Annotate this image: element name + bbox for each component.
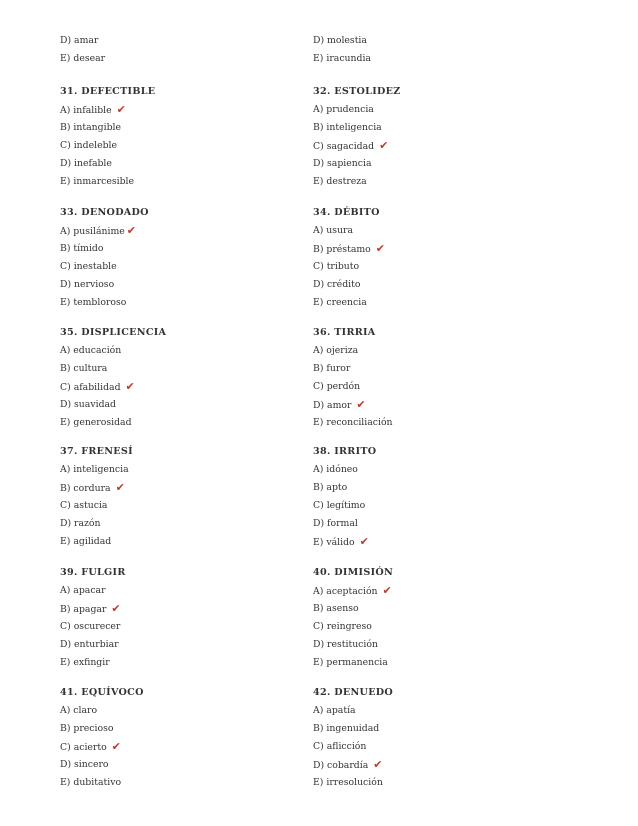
option-line [313, 414, 393, 432]
option-text: A) ojeriza [313, 345, 359, 356]
option-text: C) acierto [60, 742, 107, 753]
option-text: C) astucia [60, 500, 108, 511]
option-text: D) suavidad [60, 399, 117, 410]
check-icon: ✔ [125, 380, 135, 393]
option-text: C) sagacidad [313, 141, 375, 152]
check-icon: ✔ [359, 535, 369, 548]
option-text: C) inestable [60, 261, 117, 272]
option-text: D) cobardía [313, 760, 369, 771]
option-line: D) molestia [313, 35, 367, 46]
option-line [313, 479, 376, 497]
option-text: B) asenso [313, 603, 359, 614]
option-line [313, 137, 401, 155]
question-title: 33. DENODADO [60, 207, 149, 218]
carry-block [313, 32, 371, 68]
option-line [60, 378, 166, 396]
check-icon: ✔ [375, 242, 385, 255]
check-icon: ✔ [126, 224, 136, 237]
question-title: 31. DEFECTIBLE [60, 86, 156, 97]
option-text: B) cordura [60, 483, 111, 494]
option-text: D) enturbiar [60, 639, 119, 650]
option-line [313, 101, 401, 119]
question-block [60, 564, 126, 672]
option-line [313, 360, 393, 378]
option-line [313, 756, 393, 774]
option-line: E) iracundia [313, 53, 371, 64]
option-text: E) generosidad [60, 417, 132, 428]
question-block [313, 684, 393, 792]
option-line [60, 720, 144, 738]
option-text: C) perdón [313, 381, 361, 392]
option-text: A) idóneo [313, 464, 358, 475]
option-line [60, 515, 133, 533]
option-text: B) préstamo [313, 244, 371, 255]
option-line [313, 636, 393, 654]
option-line [313, 702, 393, 720]
option-line [313, 738, 393, 756]
option-line [60, 294, 149, 312]
option-text: A) pusilánime [60, 226, 125, 237]
option-text: D) inefable [60, 158, 112, 169]
check-icon: ✔ [115, 481, 125, 494]
question-title: 32. ESTOLIDEZ [313, 86, 401, 97]
question-block [60, 684, 144, 792]
option-text: D) restitución [313, 639, 378, 650]
option-text: A) usura [313, 225, 354, 236]
option-line [60, 276, 149, 294]
question-block [313, 564, 393, 672]
question-title: 40. DIMISIÓN [313, 567, 394, 578]
option-line [60, 360, 166, 378]
question-title: 36. TIRRIA [313, 327, 376, 338]
option-line [60, 137, 155, 155]
option-text: B) ingenuidad [313, 723, 380, 734]
option-line [313, 378, 393, 396]
question-block [313, 443, 376, 551]
option-text: E) creencia [313, 297, 367, 308]
option-text: D) sapiencia [313, 158, 372, 169]
check-icon: ✔ [116, 103, 126, 116]
option-text: B) inteligencia [313, 122, 382, 133]
option-line [313, 533, 376, 551]
check-icon: ✔ [379, 139, 389, 152]
option-line [60, 582, 126, 600]
option-line [60, 738, 144, 756]
option-text: B) apto [313, 482, 348, 493]
option-line [60, 636, 126, 654]
option-text: D) formal [313, 518, 358, 529]
option-text: C) oscurecer [60, 621, 121, 632]
option-text: C) tributo [313, 261, 360, 272]
option-text: E) tembloroso [60, 297, 127, 308]
option-line [313, 155, 401, 173]
option-text: A) claro [60, 705, 98, 716]
option-line [313, 618, 393, 636]
option-line [313, 497, 376, 515]
option-text: E) permanencia [313, 657, 388, 668]
option-line [60, 101, 155, 119]
option-line [313, 342, 393, 360]
option-text: B) intangible [60, 122, 121, 133]
option-line [60, 533, 133, 551]
option-text: B) tímido [60, 243, 104, 254]
option-line [60, 173, 155, 191]
question-block [60, 443, 133, 551]
option-line [60, 756, 144, 774]
option-line [60, 396, 166, 414]
option-line [60, 258, 149, 276]
question-block [60, 204, 149, 312]
option-text: E) exfingir [60, 657, 110, 668]
option-line [60, 702, 144, 720]
option-line [313, 582, 393, 600]
option-line [313, 461, 376, 479]
option-text: A) infalible [60, 105, 112, 116]
option-line [313, 774, 393, 792]
option-text: C) reingreso [313, 621, 372, 632]
option-text: C) indeleble [60, 140, 118, 151]
option-text: E) destreza [313, 176, 367, 187]
question-block [60, 324, 166, 432]
carry-block [60, 32, 105, 68]
option-line [313, 258, 385, 276]
option-line [313, 294, 385, 312]
question-title: 35. DISPLICENCIA [60, 327, 167, 338]
question-title: 42. DENUEDO [313, 687, 394, 698]
option-text: D) crédito [313, 279, 361, 290]
question-title: 38. IRRITO [313, 446, 377, 457]
question-block [313, 204, 385, 312]
option-text: A) inteligencia [60, 464, 129, 475]
question-block [313, 83, 401, 191]
option-line [313, 240, 385, 258]
option-text: B) furor [313, 363, 351, 374]
option-text: D) nervioso [60, 279, 115, 290]
check-icon: ✔ [382, 584, 392, 597]
question-title: 37. FRENESÍ [60, 446, 133, 457]
option-text: A) aceptación [313, 586, 378, 597]
option-line [60, 342, 166, 360]
option-line [60, 654, 126, 672]
option-line: E) desear [60, 53, 106, 64]
question-block [60, 83, 155, 191]
option-line [60, 240, 149, 258]
option-line [313, 396, 393, 414]
check-icon: ✔ [111, 740, 121, 753]
option-line [60, 222, 149, 240]
option-text: B) precioso [60, 723, 114, 734]
option-line [60, 497, 133, 515]
option-line [313, 276, 385, 294]
option-line [313, 720, 393, 738]
question-title: 39. FULGIR [60, 567, 126, 578]
option-line: D) amar [60, 35, 99, 46]
option-text: E) irresolución [313, 777, 383, 788]
option-text: E) reconciliación [313, 417, 393, 428]
option-text: D) amor [313, 400, 352, 411]
option-line [313, 173, 401, 191]
question-title: 34. DÉBITO [313, 207, 380, 218]
option-line [60, 774, 144, 792]
option-line [313, 515, 376, 533]
option-text: E) válido [313, 537, 355, 548]
option-line [60, 155, 155, 173]
option-line [60, 119, 155, 137]
option-text: B) cultura [60, 363, 108, 374]
option-line [60, 461, 133, 479]
check-icon: ✔ [111, 602, 121, 615]
option-line [60, 618, 126, 636]
option-text: E) dubitativo [60, 777, 122, 788]
check-icon: ✔ [373, 758, 383, 771]
option-line [313, 654, 393, 672]
option-text: D) sincero [60, 759, 109, 770]
question-title: 41. EQUÍVOCO [60, 687, 144, 698]
question-block [313, 324, 393, 432]
option-text: D) razón [60, 518, 101, 529]
check-icon: ✔ [356, 398, 366, 411]
option-text: C) aflicción [313, 741, 367, 752]
option-text: A) educación [60, 345, 122, 356]
option-line [60, 479, 133, 497]
option-text: C) afabilidad [60, 382, 121, 393]
option-line [313, 222, 385, 240]
option-text: B) apagar [60, 604, 107, 615]
option-text: E) inmarcesible [60, 176, 135, 187]
option-text: A) apacar [60, 585, 106, 596]
option-line [60, 600, 126, 618]
option-text: A) apatía [313, 705, 356, 716]
option-text: C) legítimo [313, 500, 366, 511]
option-text: A) prudencia [313, 104, 374, 115]
option-line [313, 600, 393, 618]
option-line [60, 414, 166, 432]
option-line [313, 119, 401, 137]
option-text: E) agilidad [60, 536, 112, 547]
